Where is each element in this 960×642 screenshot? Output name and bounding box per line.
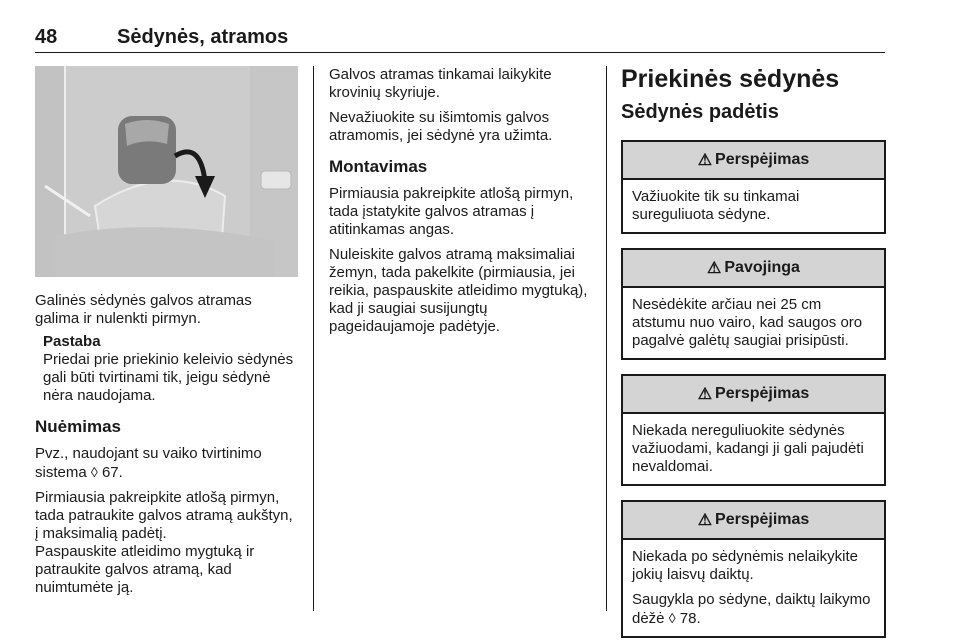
removal-paragraph-3: Paspauskite atleidimo mygtuką ir patraukite galvos atramą, kad nuimtumėte ją. <box>35 543 255 596</box>
cross-reference-icon: ◊ <box>90 464 98 480</box>
warning-triangle-icon: ⚠ <box>697 512 713 529</box>
warning-title: Perspėjimas <box>715 151 810 168</box>
column-1 <box>35 66 300 597</box>
page-reference[interactable]: 67. <box>101 464 123 481</box>
removal-paragraph-1: Pvz., naudojant su vaiko tvirtinimo sistema ◊ 67. <box>35 445 262 481</box>
cross-reference-icon: ◊ <box>668 610 676 626</box>
column-divider <box>313 66 314 611</box>
section-heading-mounting: Montavimas <box>329 157 428 176</box>
danger-text: Nesėdėkite arčiau nei 25 cm atstumu nuo vairo, kad saugos oro pagalvė galėtų saugiai prisipūsti. <box>632 296 863 349</box>
note-block <box>35 333 300 405</box>
running-title: Sėdynės, atramos <box>117 26 289 48</box>
danger-title: Pavojinga <box>724 259 800 276</box>
warning-text: Važiuokite tik su tinkamai sureguliuota sėdyne. <box>632 188 800 223</box>
removal-paragraph-2: Pirmiausia pakreipkite atlošą pirmyn, tada patraukite galvos atramą aukštyn, į maksimalią padėtį. <box>35 489 293 542</box>
mounting-paragraph-2: Nuleiskite galvos atramą maksimaliai žemyn, tada pakelkite (pirmiausia, jei reikia, paspauskite atleidimo mygtuką), kad ji saugiai susijungtų pageidaujamoje padėtyje. <box>329 246 588 335</box>
figure-caption: Galinės sėdynės galvos atramas galima ir nulenkti pirmyn. <box>35 292 252 327</box>
page-header <box>35 0 885 53</box>
warning-triangle-icon: ⚠ <box>697 152 713 169</box>
warning-box-header <box>623 502 884 540</box>
column-divider <box>606 66 607 611</box>
column-2 <box>329 66 594 336</box>
warning-title: Perspėjimas <box>715 511 810 528</box>
warning-triangle-icon: ⚠ <box>707 260 722 277</box>
warning-text: Niekada po sėdynėmis nelaikykite jokių laisvų daiktų. <box>632 548 858 583</box>
warning-box-header <box>623 376 884 414</box>
section-subtitle: Sėdynės padėtis <box>621 101 779 123</box>
headrest-tilt-drawing <box>35 66 298 277</box>
warning-title: Perspėjimas <box>715 385 810 402</box>
warning-text: Niekada nereguliuokite sėdynės važiuodami, kadangi ji gali pajudėti nevaldomai. <box>632 422 864 475</box>
warning-box <box>621 140 886 234</box>
danger-box-header <box>623 250 884 288</box>
mounting-paragraph-1: Pirmiausia pakreipkite atlošą pirmyn, tada įstatykite galvos atramas į atitinkamas angas. <box>329 185 574 238</box>
page-reference[interactable]: 78. <box>679 610 701 627</box>
warning-box <box>621 500 886 638</box>
warning-box-header <box>623 142 884 180</box>
warning-triangle-icon: ⚠ <box>697 386 713 403</box>
driving-paragraph: Nevažiuokite su išimtomis galvos atramomis, jei sėdynė yra užimta. <box>329 109 553 144</box>
warning-text-storage: Saugykla po sėdyne, daiktų laikymo dėžė ◊ 78. <box>632 591 871 627</box>
storage-paragraph: Galvos atramas tinkamai laikykite krovinių skyriuje. <box>329 66 552 101</box>
column-3 <box>621 64 886 638</box>
note-text: Priedai prie priekinio keleivio sėdynės gali būti tvirtinami tik, jeigu sėdynė nėra naudojama. <box>43 351 294 404</box>
danger-box <box>621 248 886 360</box>
note-title: Pastaba <box>43 333 101 350</box>
section-title: Priekinės sėdynės <box>621 65 840 93</box>
section-heading-removal: Nuėmimas <box>35 417 121 436</box>
page-number: 48 <box>35 26 58 48</box>
headrest-illustration <box>35 66 298 277</box>
warning-box <box>621 374 886 486</box>
